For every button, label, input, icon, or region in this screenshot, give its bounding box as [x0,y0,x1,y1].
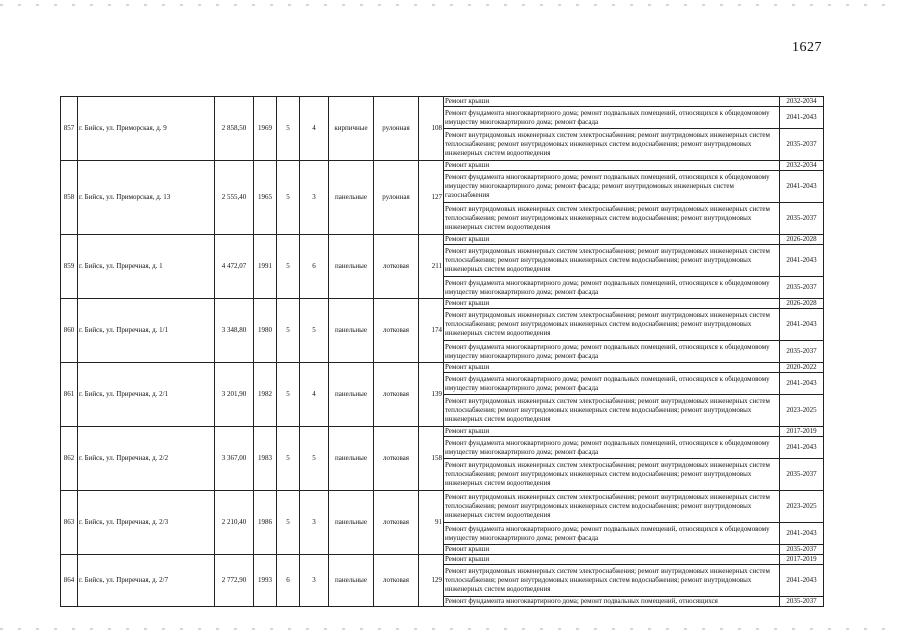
work-description: Ремонт фундамента многоквартирного дома; ремонт подвальных помещений, относящихся [444,597,780,607]
entrance-count: 3 [300,491,329,555]
building-address: г. Бийск, ул. Приморская, д. 9 [78,97,215,161]
total-area: 3 201,90 [215,363,254,427]
work-period: 2026-2028 [780,299,824,309]
floor-count: 6 [277,555,300,607]
building-address: г. Бийск, ул. Приречная, д. 2/1 [78,363,215,427]
table-row [61,427,824,437]
work-period: 2035-2037 [780,597,824,607]
wall-material: панельные [329,491,374,555]
page-number: 1627 [792,40,822,55]
building-address: г. Бийск, ул. Приречная, д. 1/1 [78,299,215,363]
building-address: г. Бийск, ул. Приречная, д. 2/2 [78,427,215,491]
wall-material: кирпичные [329,97,374,161]
work-period: 2035-2037 [780,203,824,235]
buildings-table [60,96,824,607]
table-body [61,97,824,607]
work-period: 2023-2025 [780,491,824,523]
resident-count: 211 [419,235,444,299]
construction-year: 1965 [254,161,277,235]
building-number: 859 [61,235,78,299]
work-period: 2035-2037 [780,459,824,491]
resident-count: 108 [419,97,444,161]
floor-count: 5 [277,363,300,427]
total-area: 2 210,40 [215,491,254,555]
work-description: Ремонт фундамента многоквартирного дома; ремонт подвальных помещений, относящихся к общедомовому имуществу многоквартирного дома; ремонт фасада [444,341,780,363]
table-row [61,299,824,309]
construction-year: 1969 [254,97,277,161]
entrance-count: 6 [300,235,329,299]
resident-count: 158 [419,427,444,491]
work-period: 2017-2019 [780,427,824,437]
floor-count: 5 [277,235,300,299]
floor-count: 5 [277,427,300,491]
building-number: 860 [61,299,78,363]
table-row [61,161,824,171]
table-row [61,363,824,373]
roof-type: рулонная [374,97,419,161]
work-description: Ремонт внутридомовых инженерных систем электроснабжения; ремонт внутридомовых инженерных систем теплоснабжения; ремонт внутридомовых инженерных систем водоснабжения; ремонт внутридомовых инженерных систем водоотведения [444,129,780,161]
building-number: 861 [61,363,78,427]
work-period: 2041-2043 [780,437,824,459]
work-description: Ремонт фундамента многоквартирного дома; ремонт подвальных помещений, относящихся к общедомовому имуществу многоквартирного дома; ремонт фасада [444,373,780,395]
total-area: 4 472,07 [215,235,254,299]
construction-year: 1980 [254,299,277,363]
work-period: 2041-2043 [780,171,824,203]
construction-year: 1986 [254,491,277,555]
work-description: Ремонт внутридомовых инженерных систем электроснабжения; ремонт внутридомовых инженерных систем теплоснабжения; ремонт внутридомовых инженерных систем водоснабжения; ремонт внутридомовых инженерных систем водоотведения [444,565,780,597]
roof-type: лотковая [374,235,419,299]
work-period: 2041-2043 [780,107,824,129]
resident-count: 129 [419,555,444,607]
work-period: 2041-2043 [780,523,824,545]
work-description: Ремонт внутридомовых инженерных систем электроснабжения; ремонт внутридомовых инженерных систем теплоснабжения; ремонт внутридомовых инженерных систем водоснабжения; ремонт внутридомовых инженерных систем водоотведения [444,491,780,523]
roof-type: лотковая [374,427,419,491]
roof-type: рулонная [374,161,419,235]
work-description: Ремонт фундамента многоквартирного дома; ремонт подвальных помещений, относящихся к общедомовому имуществу многоквартирного дома; ремонт фасада [444,523,780,545]
work-period: 2035-2037 [780,277,824,299]
entrance-count: 5 [300,427,329,491]
work-period: 2020-2022 [780,363,824,373]
table-row [61,491,824,523]
building-number: 858 [61,161,78,235]
work-description: Ремонт крыши [444,427,780,437]
building-number: 862 [61,427,78,491]
work-description: Ремонт внутридомовых инженерных систем электроснабжения; ремонт внутридомовых инженерных систем теплоснабжения; ремонт внутридомовых инженерных систем водоснабжения; ремонт внутридомовых инженерных систем водоотведения [444,309,780,341]
roof-type: лотковая [374,491,419,555]
work-description: Ремонт внутридомовых инженерных систем электроснабжения; ремонт внутридомовых инженерных систем теплоснабжения; ремонт внутридомовых инженерных систем водоснабжения; ремонт внутридомовых инженерных систем водоотведения [444,203,780,235]
work-description: Ремонт крыши [444,299,780,309]
work-period: 2032-2034 [780,97,824,107]
work-period: 2035-2037 [780,341,824,363]
entrance-count: 5 [300,299,329,363]
building-address: г. Бийск, ул. Приречная, д. 2/3 [78,491,215,555]
construction-year: 1993 [254,555,277,607]
floor-count: 5 [277,299,300,363]
work-period: 2041-2043 [780,309,824,341]
work-description: Ремонт крыши [444,363,780,373]
work-period: 2041-2043 [780,565,824,597]
wall-material: панельные [329,235,374,299]
total-area: 2 858,50 [215,97,254,161]
table-row [61,235,824,245]
work-description: Ремонт крыши [444,555,780,565]
scan-artifact-bottom [0,628,899,630]
work-period: 2032-2034 [780,161,824,171]
resident-count: 174 [419,299,444,363]
work-period: 2041-2043 [780,245,824,277]
total-area: 2 772,90 [215,555,254,607]
work-description: Ремонт фундамента многоквартирного дома; ремонт подвальных помещений, относящихся к общедомовому имуществу многоквартирного дома; ремонт фасада [444,107,780,129]
table-row [61,97,824,107]
building-address: г. Бийск, ул. Приморская, д. 13 [78,161,215,235]
entrance-count: 3 [300,555,329,607]
total-area: 3 367,00 [215,427,254,491]
resident-count: 139 [419,363,444,427]
work-description: Ремонт фундамента многоквартирного дома; ремонт подвальных помещений, относящихся к общедомовому имуществу многоквартирного дома; ремонт фасада [444,277,780,299]
work-period: 2017-2019 [780,555,824,565]
building-number: 857 [61,97,78,161]
resident-count: 91 [419,491,444,555]
wall-material: панельные [329,299,374,363]
roof-type: лотковая [374,363,419,427]
work-description: Ремонт внутридомовых инженерных систем электроснабжения; ремонт внутридомовых инженерных систем теплоснабжения; ремонт внутридомовых инженерных систем водоснабжения; ремонт внутридомовых инженерных систем водоотведения [444,459,780,491]
table-row [61,555,824,565]
roof-type: лотковая [374,555,419,607]
building-number: 864 [61,555,78,607]
work-description: Ремонт фундамента многоквартирного дома; ремонт подвальных помещений, относящихся к общедомовому имуществу многоквартирного дома; ремонт фасада [444,437,780,459]
scan-artifact-top [0,4,899,6]
total-area: 3 348,80 [215,299,254,363]
work-description: Ремонт крыши [444,161,780,171]
wall-material: панельные [329,161,374,235]
building-address: г. Бийск, ул. Приречная, д. 2/7 [78,555,215,607]
work-description: Ремонт крыши [444,97,780,107]
work-description: Ремонт крыши [444,235,780,245]
floor-count: 5 [277,491,300,555]
entrance-count: 4 [300,363,329,427]
resident-count: 127 [419,161,444,235]
floor-count: 5 [277,97,300,161]
work-period: 2026-2028 [780,235,824,245]
work-period: 2041-2043 [780,373,824,395]
total-area: 2 555,40 [215,161,254,235]
work-period: 2035-2037 [780,545,824,555]
entrance-count: 4 [300,97,329,161]
construction-year: 1991 [254,235,277,299]
work-period: 2023-2025 [780,395,824,427]
construction-year: 1982 [254,363,277,427]
work-description: Ремонт крыши [444,545,780,555]
wall-material: панельные [329,427,374,491]
work-description: Ремонт внутридомовых инженерных систем электроснабжения; ремонт внутридомовых инженерных систем теплоснабжения; ремонт внутридомовых инженерных систем водоснабжения; ремонт внутридомовых инженерных систем водоотведения [444,395,780,427]
floor-count: 5 [277,161,300,235]
construction-year: 1983 [254,427,277,491]
roof-type: лотковая [374,299,419,363]
entrance-count: 3 [300,161,329,235]
building-number: 863 [61,491,78,555]
work-description: Ремонт фундамента многоквартирного дома; ремонт подвальных помещений, относящихся к общедомовому имуществу многоквартирного дома; ремонт фасада; ремонт внутридомовых инженерных систем газоснабжения [444,171,780,203]
building-address: г. Бийск, ул. Приречная, д. 1 [78,235,215,299]
wall-material: панельные [329,555,374,607]
wall-material: панельные [329,363,374,427]
work-description: Ремонт внутридомовых инженерных систем электроснабжения; ремонт внутридомовых инженерных систем теплоснабжения; ремонт внутридомовых инженерных систем водоснабжения; ремонт внутридомовых инженерных систем водоотведения [444,245,780,277]
work-period: 2035-2037 [780,129,824,161]
